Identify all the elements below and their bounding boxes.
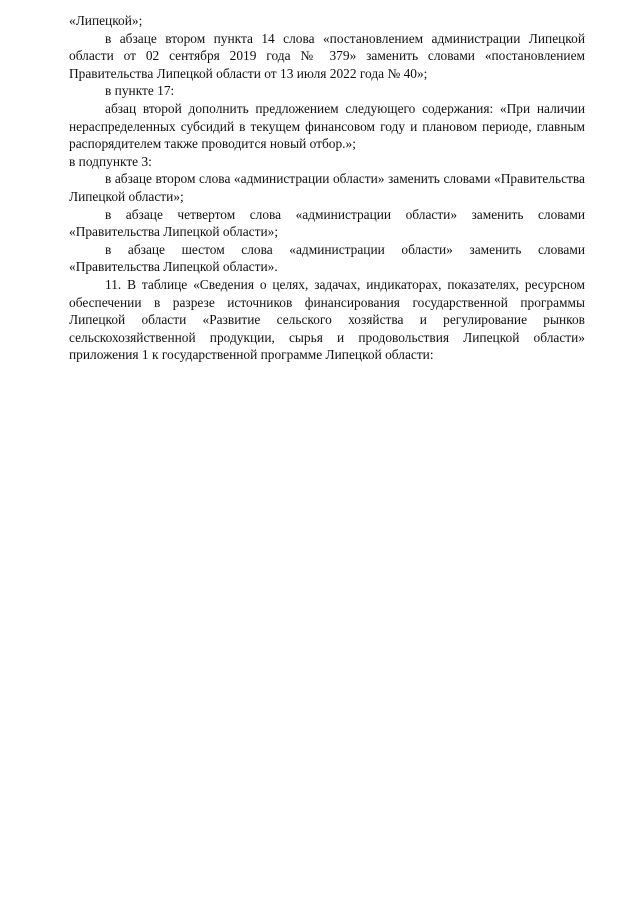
paragraph-subitem-3-heading: в подпункте 3: — [69, 153, 152, 169]
paragraph-item-14: в абзаце втором пункта 14 слова «постановлением администрации Липецкой области от 02 сентября 2019 года № 379» заменить словами «постановлением Правительства Липецкой области от 13 июля 2022 года № 40»; — [69, 30, 585, 81]
paragraph-lipetskoy: «Липецкой»; — [69, 13, 143, 28]
paragraph-item-17-addition: абзац второй дополнить предложением следующего содержания: «При наличии нераспределенных субсидий в текущем финансовом году и плановом периоде, главным распорядителем также проводится новый отбор.»; — [69, 100, 585, 152]
paragraph-item-17-heading: в пункте 17: — [105, 83, 175, 99]
paragraph-item-11-table: 11. В таблице «Сведения о целях, задачах, индикаторах, показателях, ресурсном обеспечении в разрезе источников финансирования государственной программы Липецкой области «Развитие сельского хозяйства и регулирование рынков сельскохозяйственной продукции, сырья и продовольствия Липецкой области» приложения 1 к государственной программе Липецкой области: — [69, 276, 585, 363]
paragraph-subitem-3-second: в абзаце втором слова «администрации области» заменить словами «Правительства Липецкой области»; — [69, 171, 585, 204]
paragraph-subitem-3-fourth: в абзаце четвертом слова «администрации области» заменить словами «Правительства Липецкой области»; — [69, 206, 585, 240]
paragraph-subitem-3-sixth: в абзаце шестом слова «администрации области» заменить словами «Правительства Липецкой области». — [69, 241, 585, 275]
